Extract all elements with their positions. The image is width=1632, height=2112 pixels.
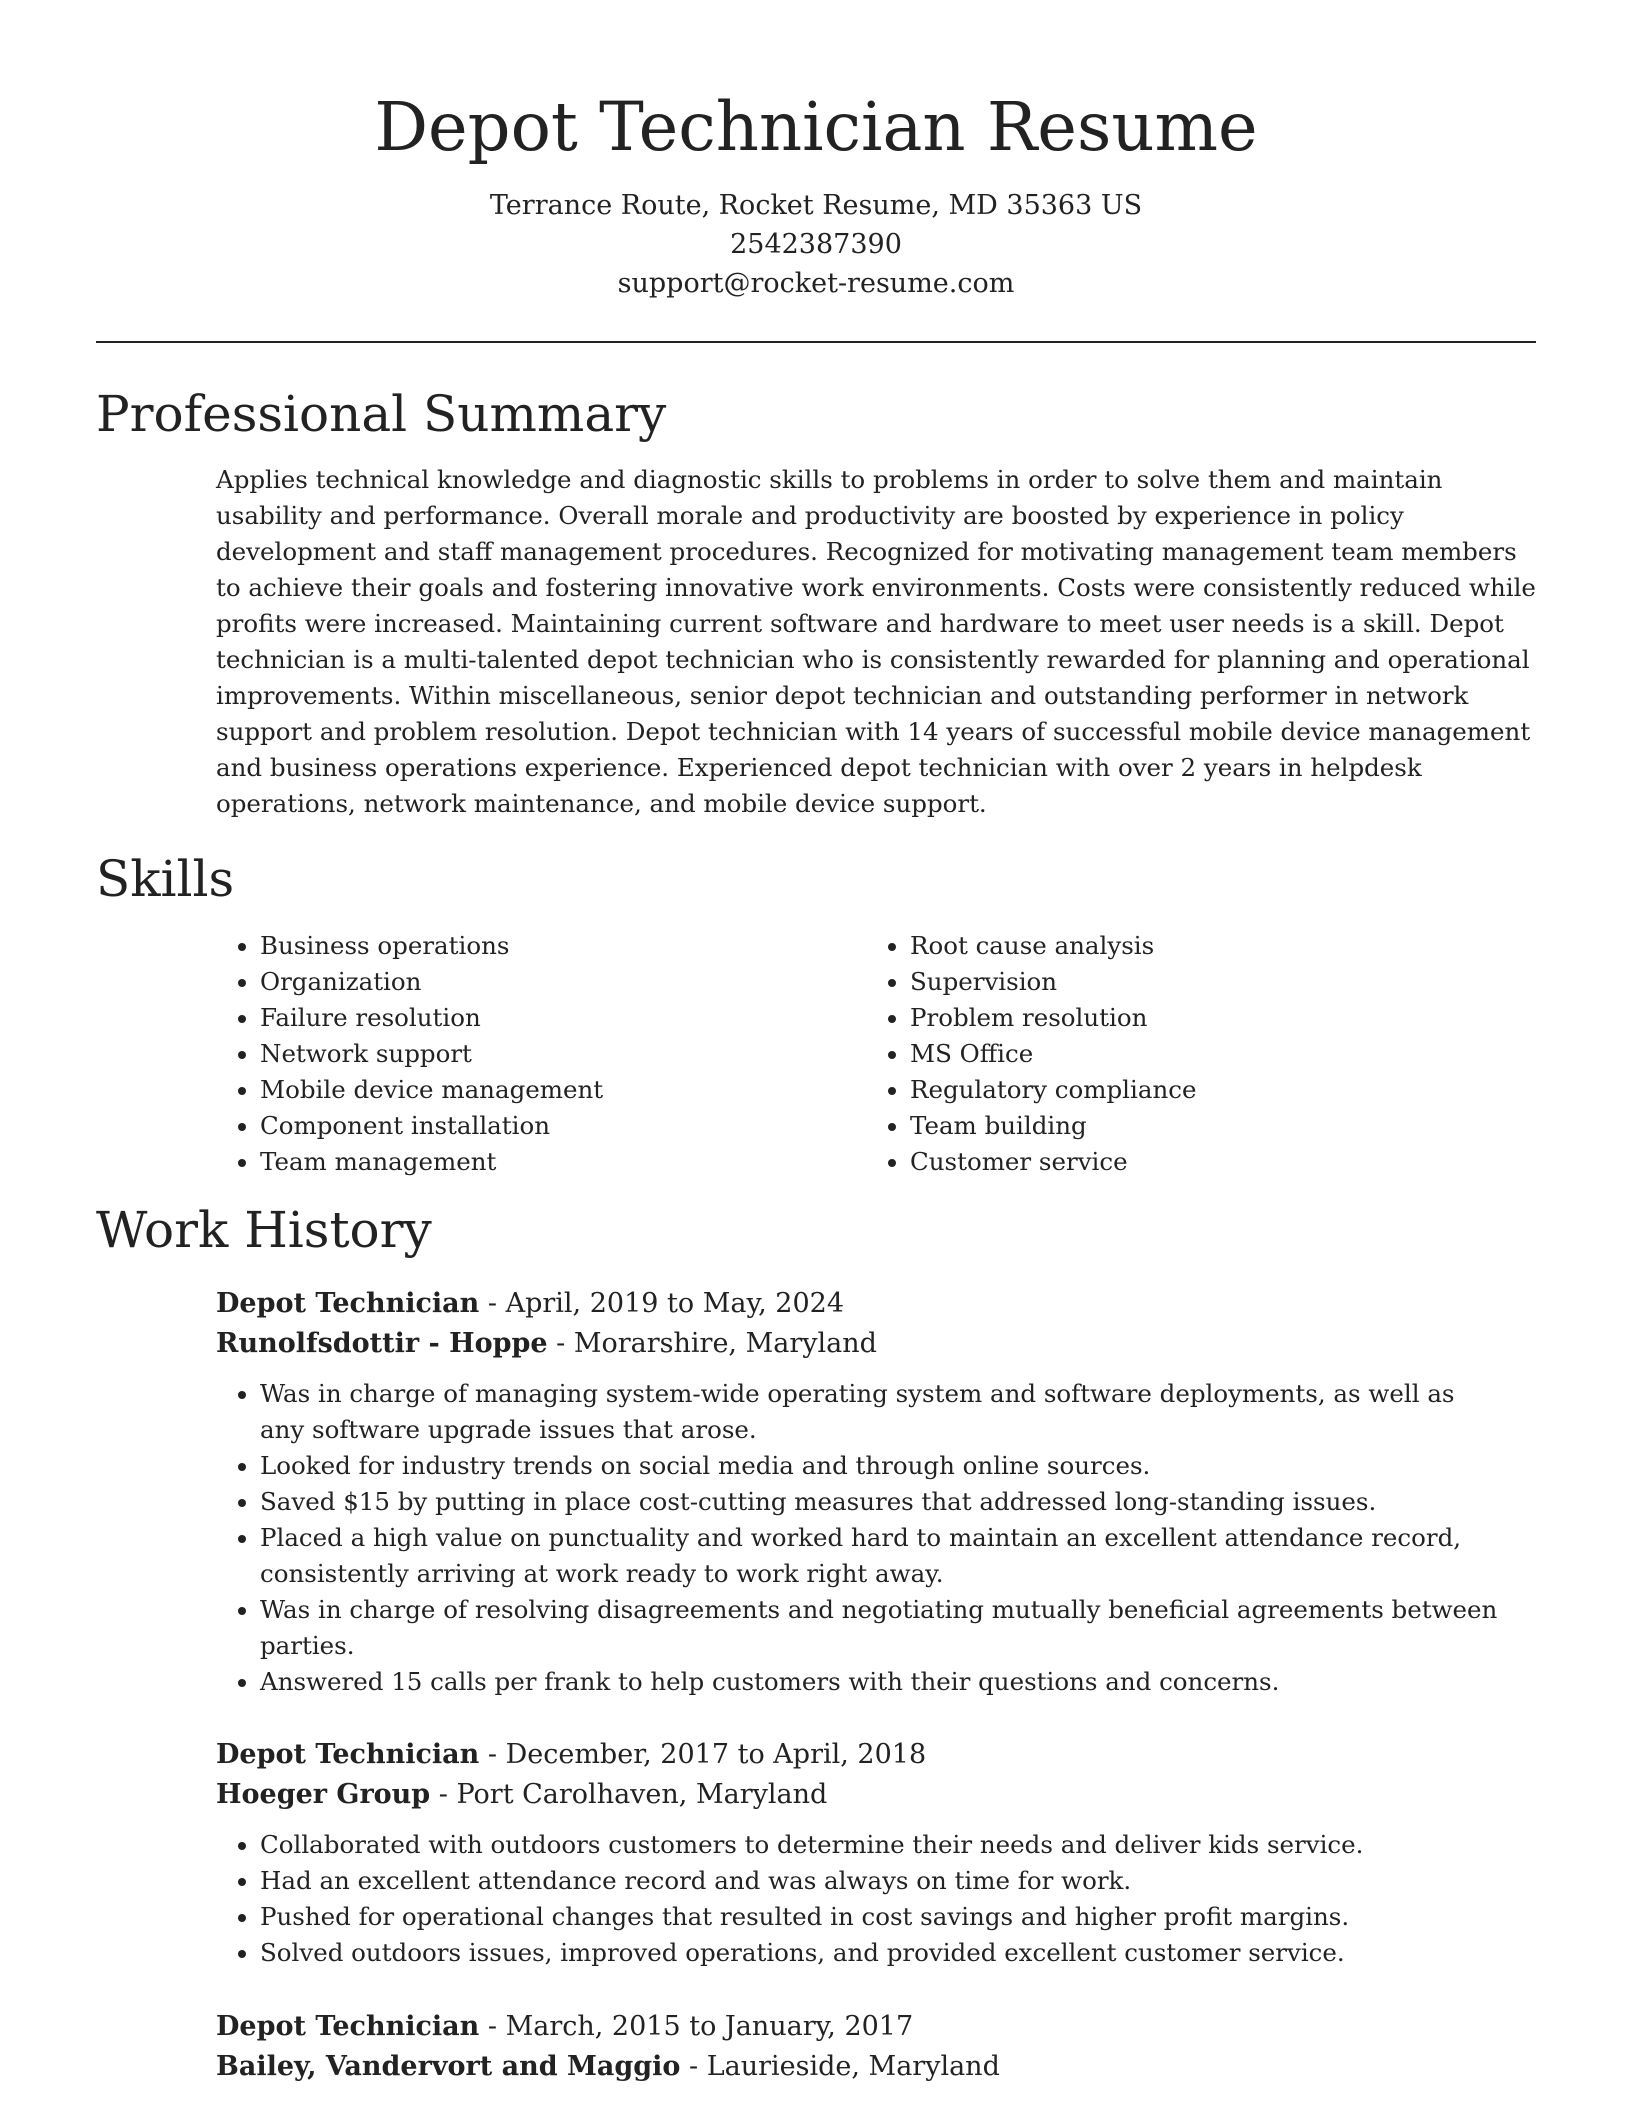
job-company-line bbox=[216, 2047, 1538, 2087]
skill-item: • Regulatory compliance bbox=[910, 1072, 1196, 1108]
job-bullet: • Pushed for operational changes that resulted in cost savings and higher profit margins. bbox=[260, 1899, 1500, 1935]
summary-text: Applies technical knowledge and diagnostic skills to problems in order to solve them and maintain usability and performance. Overall morale and productivity are boosted by experience in policy development and staff management procedures. Recognized for motivating management team members to achieve their goals and fostering innovative work environments. Costs were consistently reduced while profits were increased. Maintaining current software and hardware to meet user needs is a skill. Depot technician is a multi-talented depot technician who is consistently rewarded for planning and operational improvements. Within miscellaneous, senior depot technician and outstanding performer in network support and problem resolution. Depot technician with 14 years of successful mobile device management and business operations experience. Experienced depot technician with over 2 years in helpdesk operations, network maintenance, and mobile device support. bbox=[216, 465, 1536, 818]
job-company-line bbox=[216, 1324, 1538, 1364]
job-role: Depot Technician bbox=[216, 1288, 480, 1319]
skill-item: • Supervision bbox=[910, 964, 1196, 1000]
work-history-heading: Work History bbox=[96, 1201, 432, 1259]
job-title-line bbox=[216, 2007, 1538, 2047]
skill-item: • Component installation bbox=[260, 1108, 603, 1144]
job-company: Hoeger Group bbox=[216, 1779, 431, 1810]
skill-item: • Network support bbox=[260, 1036, 603, 1072]
skill-item: • MS Office bbox=[910, 1036, 1196, 1072]
skills-list-left bbox=[216, 928, 603, 1180]
resume-title: Depot Technician Resume bbox=[374, 88, 1258, 166]
job-entry bbox=[216, 2007, 1538, 2087]
job-location: - Port Carolhaven, Maryland bbox=[430, 1779, 828, 1810]
header-divider bbox=[96, 341, 1536, 343]
job-bullet-list bbox=[216, 1827, 1500, 1971]
job-entry bbox=[216, 1735, 1538, 1971]
job-bullet: • Was in charge of resolving disagreements and negotiating mutually beneficial agreements between parties. bbox=[260, 1592, 1500, 1664]
job-company-line bbox=[216, 1775, 1538, 1815]
job-role: Depot Technician bbox=[216, 2011, 480, 2042]
job-dates: - March, 2015 to January, 2017 bbox=[479, 2011, 914, 2042]
job-company: Bailey, Vandervort and Maggio bbox=[216, 2051, 681, 2082]
skill-item: • Problem resolution bbox=[910, 1000, 1196, 1036]
contact-block bbox=[0, 186, 1632, 303]
skill-item: • Team building bbox=[910, 1108, 1196, 1144]
skill-item: • Business operations bbox=[260, 928, 603, 964]
job-bullet: • Answered 15 calls per frank to help customers with their questions and concerns. bbox=[260, 1664, 1500, 1700]
job-title-line bbox=[216, 1284, 1538, 1324]
job-bullet: • Saved $15 by putting in place cost-cutting measures that addressed long-standing issues. bbox=[260, 1484, 1500, 1520]
skill-item: • Failure resolution bbox=[260, 1000, 603, 1036]
job-dates: - December, 2017 to April, 2018 bbox=[479, 1739, 927, 1770]
contact-email: support@rocket-resume.com bbox=[617, 268, 1015, 299]
job-location: - Laurieside, Maryland bbox=[680, 2051, 1000, 2082]
contact-phone: 2542387390 bbox=[730, 229, 902, 260]
job-bullet: • Looked for industry trends on social media and through online sources. bbox=[260, 1448, 1500, 1484]
skill-item: • Root cause analysis bbox=[910, 928, 1196, 964]
skill-item: • Mobile device management bbox=[260, 1072, 603, 1108]
job-title-line bbox=[216, 1735, 1538, 1775]
skills-heading: Skills bbox=[96, 850, 235, 908]
job-role: Depot Technician bbox=[216, 1739, 480, 1770]
skill-item: • Customer service bbox=[910, 1144, 1196, 1180]
contact-address: Terrance Route, Rocket Resume, MD 35363 US bbox=[489, 190, 1143, 221]
skill-item: • Team management bbox=[260, 1144, 603, 1180]
summary-heading: Professional Summary bbox=[96, 385, 667, 443]
job-dates: - April, 2019 to May, 2024 bbox=[479, 1288, 844, 1319]
job-bullet: • Was in charge of managing system-wide operating system and software deployments, as well as any software upgrade issues that arose. bbox=[260, 1376, 1500, 1448]
job-bullet: • Had an excellent attendance record and was always on time for work. bbox=[260, 1863, 1500, 1899]
skill-item: • Organization bbox=[260, 964, 603, 1000]
resume-header bbox=[0, 0, 1632, 303]
job-bullet-list bbox=[216, 1376, 1500, 1700]
skills-list-right bbox=[866, 928, 1196, 1180]
job-company: Runolfsdottir - Hoppe bbox=[216, 1328, 548, 1359]
job-entry bbox=[216, 1284, 1538, 1700]
job-bullet: • Solved outdoors issues, improved operations, and provided excellent customer service. bbox=[260, 1935, 1500, 1971]
job-bullet: • Placed a high value on punctuality and worked hard to maintain an excellent attendance record, consistently arriving at work ready to work right away. bbox=[260, 1520, 1500, 1592]
job-location: - Morarshire, Maryland bbox=[547, 1328, 877, 1359]
job-bullet: • Collaborated with outdoors customers to determine their needs and deliver kids service. bbox=[260, 1827, 1500, 1863]
